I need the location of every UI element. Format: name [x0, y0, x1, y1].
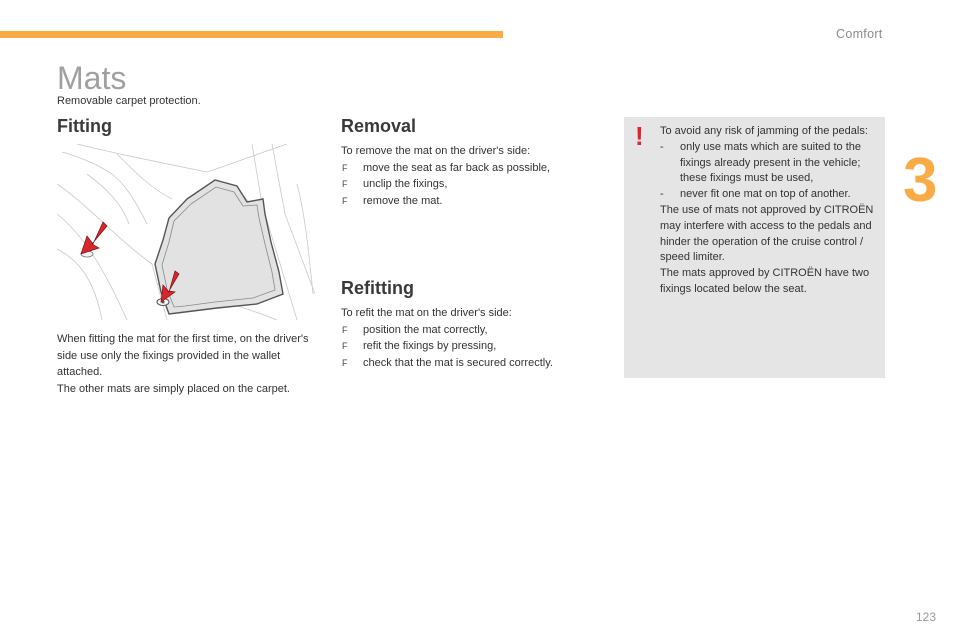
refitting-steps	[341, 322, 601, 372]
refitting-text	[341, 305, 601, 371]
warning-paragraph: The mats approved by CITROËN have two fixings located below the seat.	[660, 267, 870, 295]
bullet-icon: F	[342, 341, 348, 351]
bullet-icon: F	[342, 324, 348, 335]
refitting-intro: To refit the mat on the driver's side:	[341, 307, 512, 319]
refitting-heading: Refitting	[341, 278, 414, 298]
warning-text	[660, 124, 882, 298]
fitting-text	[57, 331, 319, 397]
list-item: F move the seat as far back as possible,	[341, 160, 601, 177]
bullet-icon: F	[342, 162, 348, 173]
removal-text	[341, 143, 601, 209]
removal-heading: Removal	[341, 116, 417, 136]
list-item: F unclip the fixings,	[341, 176, 601, 193]
warning-list	[660, 140, 882, 203]
section-name: Comfort	[836, 27, 883, 41]
warning-box	[624, 117, 885, 378]
list-item: F position the mat correctly,	[341, 322, 601, 339]
warning-paragraph: The use of mats not approved by CITROËN may interfere with access to the pedals and hinder the operation of the cruise control / speed limiter.	[660, 203, 874, 264]
bullet-icon: F	[342, 195, 348, 206]
warning-intro: To avoid any risk of jamming of the pedals:	[660, 125, 868, 137]
removal-intro: To remove the mat on the driver's side:	[341, 145, 531, 157]
removal-steps	[341, 160, 601, 210]
bullet-icon: F	[342, 357, 348, 368]
mat-fitting-illustration	[57, 144, 315, 320]
list-item: F refit the fixings by pressing,	[341, 338, 601, 355]
fitting-paragraph: When fitting the mat for the first time, on the driver's side use only the fixings provided in the wallet attached.	[57, 333, 309, 378]
list-item: F remove the mat.	[341, 193, 601, 210]
page-number: 123	[916, 610, 937, 624]
fitting-paragraph: The other mats are simply placed on the carpet.	[57, 382, 290, 395]
header-accent-bar	[0, 31, 503, 38]
warning-icon: !	[635, 121, 644, 151]
page-subtitle: Removable carpet protection.	[57, 95, 201, 107]
page-title: Mats	[57, 60, 127, 96]
list-item: - only use mats which are suited to the fixings already present in the vehicle; these fixings must be used,	[660, 140, 861, 185]
bullet-icon: F	[342, 179, 348, 189]
chapter-number: 3	[903, 146, 938, 215]
list-item: - never fit one mat on top of another.	[660, 188, 851, 201]
fitting-heading: Fitting	[57, 116, 112, 136]
list-item: F check that the mat is secured correctly.	[341, 355, 601, 372]
